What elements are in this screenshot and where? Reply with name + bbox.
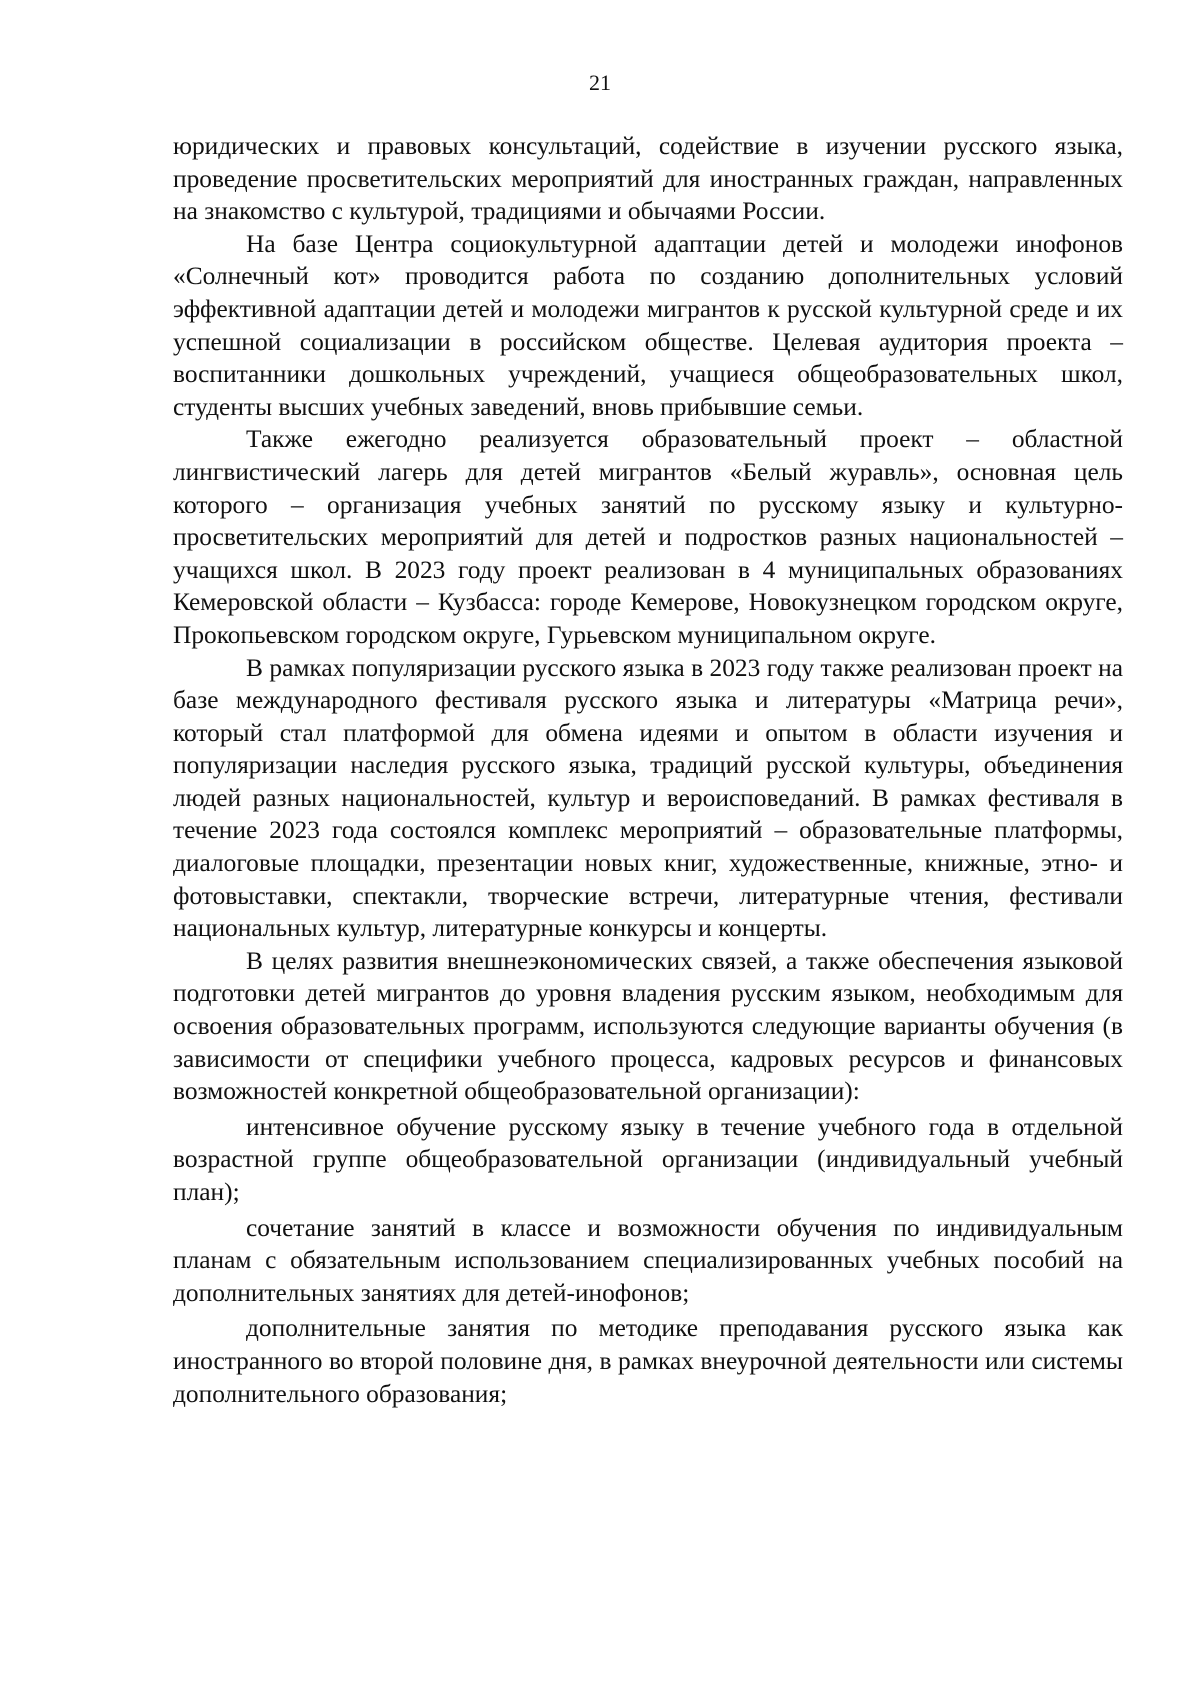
paragraph-matritsa-rechi: В рамках популяризации русского языка в 2023 году также реализован проект на базе международного фестиваля русского языка и литературы «Матрица речи», который стал платформой для обмена идеями и опытом в области изучения и популяризации наследия русского языка, традиций русской культуры, объединения людей разных национальностей, культур и вероисповеданий. В рамках фестиваля в течение 2023 года состоялся комплекс мероприятий – образовательные платформы, диалоговые площадки, презентации новых книг, художественные, книжные, этно- и фотовыставки, спектакли, творческие встречи, литературные чтения, фестивали национальных культур, литературные конкурсы и концерты. bbox=[173, 653, 1123, 943]
document-body bbox=[173, 130, 1123, 1410]
paragraph-continuation: юридических и правовых консультаций, содействие в изучении русского языка, проведение просветительских мероприятий для иностранных граждан, направленных на знакомство с культурой, традициями и обычаями России. bbox=[173, 132, 1123, 226]
list-item-intensive-training: интенсивное обучение русскому языку в течение учебного года в отдельной возрастной группе общеобразовательной организации (индивидуальный учебный план); bbox=[173, 1112, 1123, 1206]
list-item-combined-classes: сочетание занятий в классе и возможности обучения по индивидуальным планам с обязательным использованием специализированных учебных пособий на дополнительных занятиях для детей-инофонов; bbox=[173, 1213, 1123, 1307]
paragraph-training-options-intro: В целях развития внешнеэкономических связей, а также обеспечения языковой подготовки детей мигрантов до уровня владения русским языком, необходимым для освоения образовательных программ, используются следующие варианты обучения (в зависимости от специфики учебного процесса, кадровых ресурсов и финансовых возможностей конкретной общеобразовательной организации): bbox=[173, 946, 1123, 1106]
list-item-additional-lessons: дополнительные занятия по методике преподавания русского языка как иностранного во второй половине дня, в рамках внеурочной деятельности или системы дополнительного образования; bbox=[173, 1314, 1123, 1408]
page-number: 21 bbox=[589, 70, 611, 95]
paragraph-solnechny-kot: На базе Центра социокультурной адаптации детей и молодежи инофонов «Солнечный кот» проводится работа по созданию дополнительных условий эффективной адаптации детей и молодежи мигрантов к русской культурной среде и их успешной социализации в российском обществе. Целевая аудитория проекта – воспитанники дошкольных учреждений, учащиеся общеобразовательных школ, студенты высших учебных заведений, вновь прибывшие семьи. bbox=[173, 229, 1123, 421]
paragraph-bely-zhuravl: Также ежегодно реализуется образовательный проект – областной лингвистический лагерь для детей мигрантов «Белый журавль», основная цель которого – организация учебных занятий по русскому языку и культурно-просветительских мероприятий для детей и подростков разных национальностей – учащихся школ. В 2023 году проект реализован в 4 муниципальных образованиях Кемеровской области – Кузбасса: городе Кемерове, Новокузнецком городском округе, Прокопьевском городском округе, Гурьевском муниципальном округе. bbox=[173, 425, 1123, 649]
